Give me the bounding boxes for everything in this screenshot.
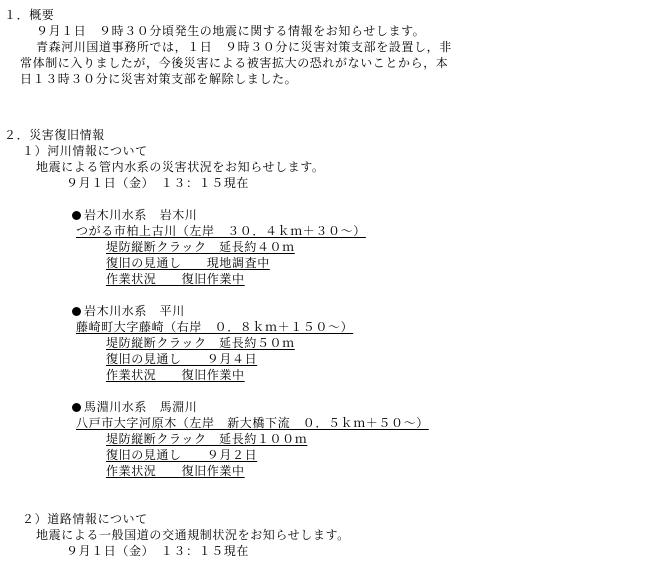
river-item-2-status: 作業状況 復旧作業中: [106, 368, 245, 382]
bullet-icon: [72, 403, 81, 412]
river-info-timestamp: ９月１日（金） １３：１５現在: [66, 176, 250, 190]
river-item-1-system-label: 岩木川水系 岩木川: [84, 208, 198, 222]
river-item-1-status: 作業状況 復旧作業中: [106, 272, 245, 286]
section-1-heading: １．概要: [4, 8, 55, 22]
road-info-timestamp: ９月１日（金） １３：１５現在: [66, 544, 250, 558]
summary-line-1: ９月１日 ９時３０分頃発生の地震に関する情報をお知らせします。: [36, 24, 426, 38]
river-item-2-location: 藤崎町大字藤崎（右岸 ０．８ｋｍ＋１５０～）: [76, 320, 354, 334]
river-item-3-system-label: 馬淵川水系 馬淵川: [84, 400, 198, 414]
river-item-3-damage: 堤防縦断クラック 延長約１００ｍ: [106, 432, 308, 446]
road-info-heading: ２）道路情報について: [22, 512, 148, 526]
bullet-icon: [72, 211, 81, 220]
summary-line-2: 青森河川国道事務所では，１日 ９時３０分に災害対策支部を設置し，非: [36, 40, 452, 54]
river-item-1-system: [72, 208, 197, 223]
river-item-3-outlook: 復旧の見通し ９月２日: [106, 448, 258, 462]
road-info-intro: 地震による一般国道の交通規制状況をお知らせします。: [36, 528, 350, 542]
bullet-icon: [72, 307, 81, 316]
river-info-heading: １）河川情報について: [22, 144, 148, 158]
river-item-1-location: つがる市柏上古川（左岸 ３０．４ｋｍ＋３０～）: [76, 224, 366, 238]
summary-line-3: 常体制に入りましたが，今後災害による被害拡大の恐れがないことから，本: [20, 56, 449, 70]
river-item-3-location: 八戸市大字河原木（左岸 新大橋下流 ０．５ｋｍ＋５０～）: [76, 416, 429, 430]
river-item-1-outlook: 復旧の見通し 現地調査中: [106, 256, 270, 270]
river-item-2-damage: 堤防縦断クラック 延長約５０ｍ: [106, 336, 295, 350]
summary-line-4: 日１３時３０分に災害対策支部を解除しました。: [20, 72, 298, 86]
river-item-2-system: [72, 304, 185, 319]
river-info-intro: 地震による管内水系の災害状況をお知らせします。: [36, 160, 325, 174]
section-2-heading: ２．災害復旧情報: [4, 128, 105, 142]
river-item-2-system-label: 岩木川水系 平川: [84, 304, 185, 318]
river-item-2-outlook: 復旧の見通し ９月４日: [106, 352, 258, 366]
river-item-3-system: [72, 400, 197, 415]
river-item-3-status: 作業状況 復旧作業中: [106, 464, 245, 478]
river-item-1-damage: 堤防縦断クラック 延長約４０ｍ: [106, 240, 295, 254]
